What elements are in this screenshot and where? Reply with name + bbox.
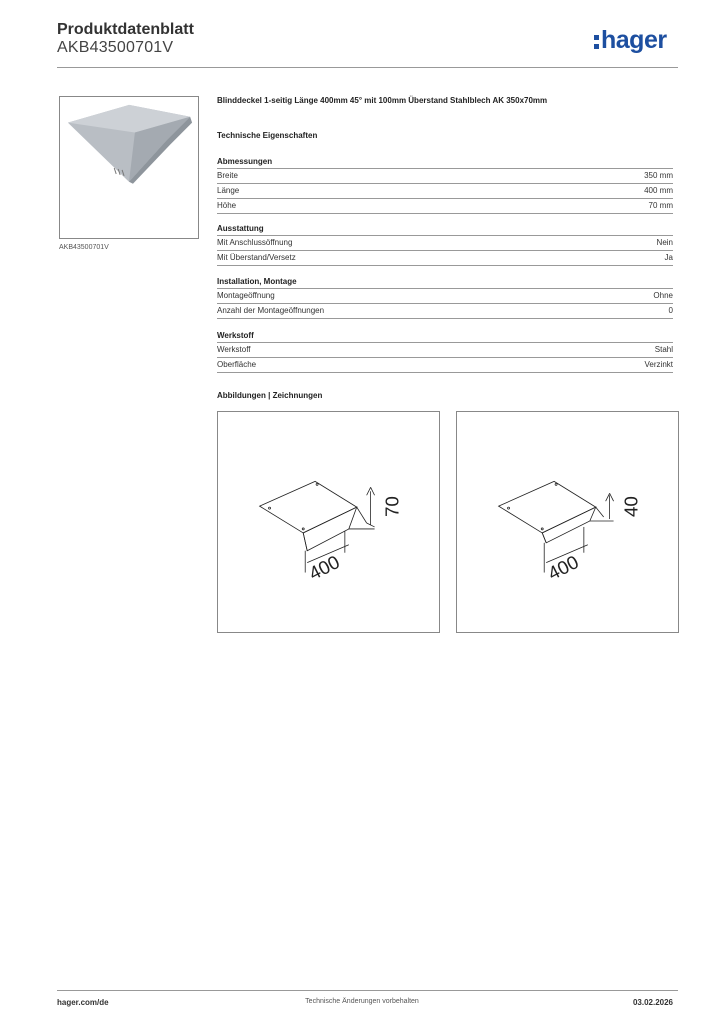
figures-heading: Abbildungen | Zeichnungen: [217, 391, 323, 400]
row-label: Mit Anschlussöffnung: [217, 238, 293, 247]
footer-note: Technische Änderungen vorbehalten: [305, 998, 419, 1005]
drawing-height-label: 40: [620, 496, 642, 518]
product-code: AKB43500701V: [57, 39, 174, 56]
image-caption: AKB43500701V: [59, 244, 109, 251]
table-row: [217, 251, 673, 266]
row-label: Oberfläche: [217, 360, 257, 369]
section-title: Werkstoff: [217, 329, 673, 343]
footer-divider: [57, 990, 678, 991]
section-material: [217, 329, 673, 373]
table-row: [217, 304, 673, 319]
row-label: Montageöffnung: [217, 291, 275, 300]
section-equipment: [217, 222, 673, 266]
tech-heading: Technische Eigenschaften: [217, 131, 318, 140]
footer-date: 03.02.2026: [632, 998, 673, 1007]
section-title: Ausstattung: [217, 222, 673, 236]
row-label: Höhe: [217, 201, 237, 210]
product-description: Blinddeckel 1-seitig Länge 400mm 45° mit 100mm Überstand Stahlblech AK 350x70mm: [217, 96, 548, 105]
section-dimensions: [217, 155, 673, 214]
technical-drawing-icon: [457, 412, 678, 632]
product-image: [59, 96, 199, 239]
header-divider: [57, 67, 678, 68]
row-value: 0: [668, 306, 673, 315]
drawing-1: [217, 411, 440, 633]
table-row: [217, 343, 673, 358]
table-row: [217, 199, 673, 214]
table-row: [217, 184, 673, 199]
section-title: Abmessungen: [217, 155, 673, 169]
row-label: Anzahl der Montageöffnungen: [217, 306, 325, 315]
row-value: Stahl: [654, 345, 673, 354]
hager-logo: [594, 28, 678, 58]
row-value: Verzinkt: [644, 360, 673, 369]
row-value: 70 mm: [648, 201, 673, 210]
page-title: Produktdatenblatt: [57, 21, 194, 38]
row-value: Ohne: [653, 291, 673, 300]
row-value: 400 mm: [644, 186, 673, 195]
drawing-length-label: 400: [544, 551, 582, 585]
table-row: [217, 169, 673, 184]
drawing-2: [456, 411, 679, 633]
footer-website: hager.com/de: [57, 998, 109, 1007]
row-value: 350 mm: [644, 171, 673, 180]
logo-dot-icon: [594, 44, 599, 49]
logo-dot-icon: [594, 35, 599, 40]
section-title: Installation, Montage: [217, 275, 673, 289]
section-installation: [217, 275, 673, 319]
table-row: [217, 358, 673, 373]
row-label: Werkstoff: [217, 345, 251, 354]
logo-text: hager: [601, 26, 667, 54]
technical-drawing-icon: [218, 412, 439, 632]
table-row: [217, 236, 673, 251]
row-label: Länge: [217, 186, 240, 195]
cover-product-icon: [60, 97, 198, 238]
table-row: [217, 289, 673, 304]
row-value: Ja: [664, 253, 673, 262]
row-label: Breite: [217, 171, 238, 180]
row-value: Nein: [656, 238, 673, 247]
row-label: Mit Überstand/Versetz: [217, 253, 296, 262]
drawing-length-label: 400: [305, 551, 343, 585]
drawing-height-label: 70: [381, 496, 403, 518]
